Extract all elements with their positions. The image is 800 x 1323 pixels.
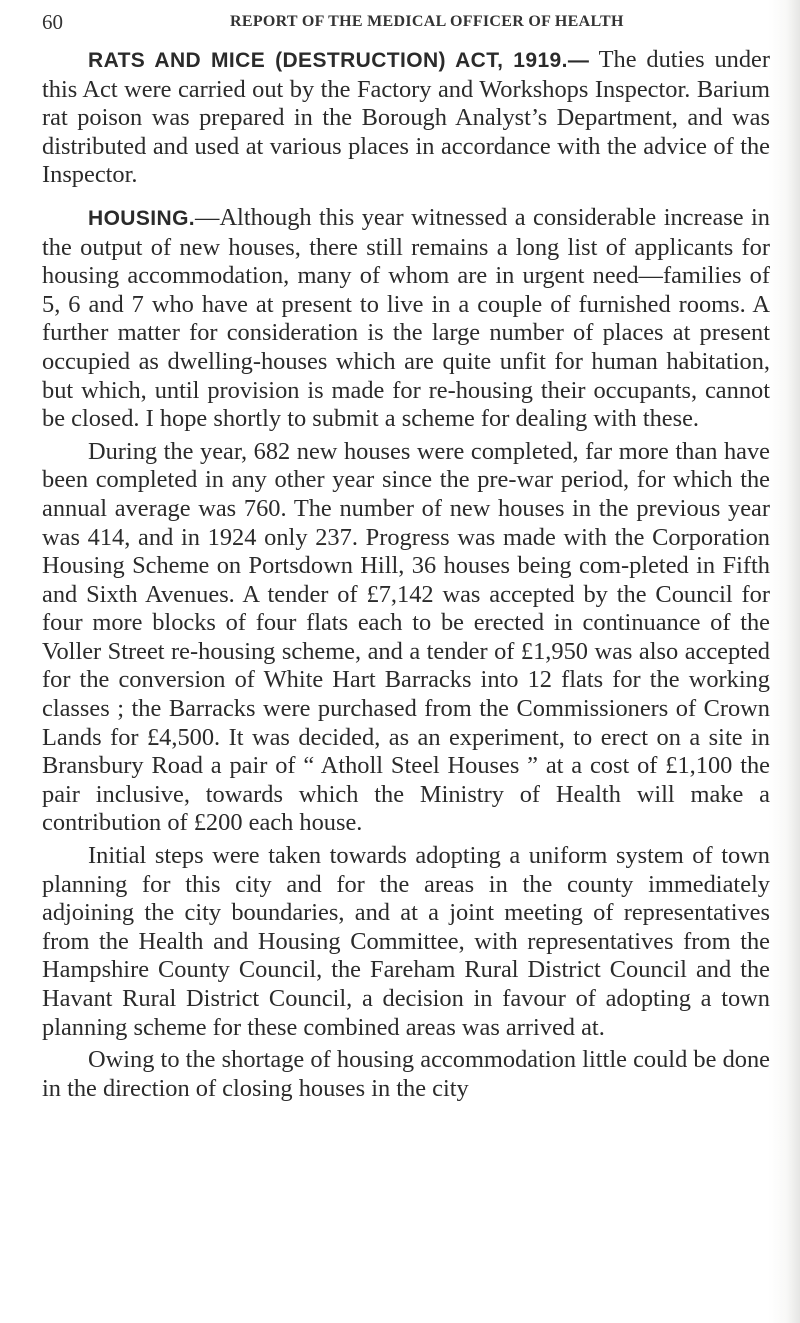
paragraph-housing-text: —Although this year witnessed a considerable increase in the output of new houses, there still remains a long list of applicants for housing accommodation, many of whom are in urgent need—families of 5, 6 and 7 who have at present to live in a couple of furnished rooms. A further matter for consideration is the large number of places at present occupied as dwelling-houses which are quite unfit for human habitation, but which, until provision is made for re-housing their occupants, cannot be closed. I hope shortly to submit a scheme for dealing with these. bbox=[42, 203, 770, 433]
paragraph-housing bbox=[42, 204, 770, 434]
section-heading-housing: HOUSING. bbox=[88, 206, 196, 230]
paragraph-during-the-year: During the year, 682 new houses were completed, far more than have been completed in any other year since the pre-war period, for which the annual average was 760. The number of new houses in the previous year was 414, and in 1924 only 237. Progress was made with the Corporation Housing Scheme on Portsdown Hill, 36 houses being com-pleted in Fifth and Sixth Avenues. A tender of £7,142 was accepted by the Council for four more blocks of four flats each to be erected in continuance of the Voller Street re-housing scheme, and a tender of £1,950 was also accepted for the conversion of White Hart Barracks into 12 flats for the working classes ; the Barracks were purchased from the Commissioners of Crown Lands for £4,500. It was decided, as an experiment, to erect on a site in Bransbury Road a pair of “ Atholl Steel Houses ” at a cost of £1,100 the pair inclusive, towards which the Ministry of Health will make a contribution of £200 each house. bbox=[42, 437, 770, 837]
paragraph-town-planning: Initial steps were taken towards adopting a uniform system of town planning for this city and for the areas in the county immediately adjoining the city boundaries, and at a joint meeting of representatives from the Health and Housing Committee, with representatives from the Hampshire County Council, the Fareham Rural District Council and the Havant Rural District Council, a decision in favour of adopting a town planning scheme for these combined areas was arrived at. bbox=[42, 842, 770, 1041]
paragraph-owing-to-shortage: Owing to the shortage of housing accommodation little could be done in the direction of closing houses in the city bbox=[42, 1046, 770, 1102]
paragraph-rats-text: The duties under this Act were carried out by the Factory and Workshops Inspector. Barium rat poison was prepared in the Borough Analyst’s Department, and was distributed and used at various places in accordance with the advice of the Inspector. bbox=[42, 46, 770, 189]
running-header-title: REPORT OF THE MEDICAL OFFICER OF HEALTH bbox=[230, 13, 624, 30]
page-number: 60 bbox=[42, 10, 63, 34]
page-edge-shadow bbox=[786, 0, 800, 1323]
running-header bbox=[42, 10, 742, 34]
section-heading-rats-and-mice: RATS AND MICE (DESTRUCTION) ACT, 1919.— bbox=[88, 49, 590, 72]
paragraph-rats-and-mice bbox=[42, 46, 770, 190]
body-text bbox=[42, 46, 770, 1103]
